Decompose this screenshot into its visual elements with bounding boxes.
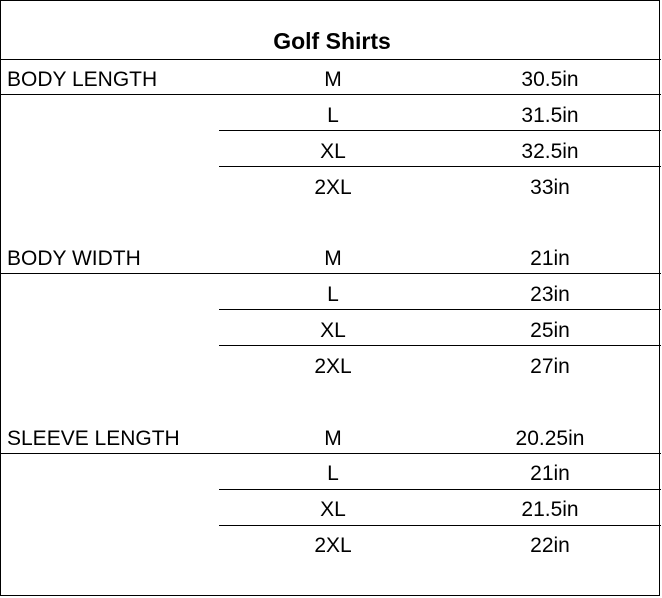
size-cell: L	[327, 283, 339, 306]
size-cell: XL	[320, 319, 346, 342]
size-cell: M	[324, 68, 342, 91]
measurement-cell: 33in	[530, 176, 570, 199]
measurement-cell: 32.5in	[521, 140, 579, 163]
measurement-cell: 22in	[530, 534, 570, 557]
row-divider	[1, 94, 661, 95]
row-divider	[219, 130, 661, 131]
section-label-body-length: BODY LENGTH	[7, 68, 158, 91]
measurement-cell: 21.5in	[521, 498, 579, 521]
section-label-body-width: BODY WIDTH	[7, 247, 141, 270]
measurement-cell: 21in	[530, 247, 570, 270]
measurement-cell: 25in	[530, 319, 570, 342]
row-divider	[219, 345, 661, 346]
chart-title: Golf Shirts	[273, 28, 391, 54]
row-divider	[219, 309, 661, 310]
measurement-cell: 27in	[530, 355, 570, 378]
title-divider	[1, 59, 661, 60]
size-cell: L	[327, 462, 339, 485]
measurement-cell: 31.5in	[521, 104, 579, 127]
row-divider	[219, 525, 661, 526]
row-divider	[219, 489, 661, 490]
row-divider	[1, 273, 661, 274]
row-divider	[1, 453, 661, 454]
measurement-cell: 20.25in	[515, 427, 585, 450]
size-cell: M	[324, 427, 342, 450]
row-divider	[219, 166, 661, 167]
size-cell: 2XL	[314, 176, 352, 199]
size-cell: M	[324, 247, 342, 270]
size-cell: XL	[320, 140, 346, 163]
measurement-cell: 30.5in	[521, 68, 579, 91]
measurement-cell: 21in	[530, 462, 570, 485]
size-cell: XL	[320, 498, 346, 521]
size-cell: L	[327, 104, 339, 127]
section-label-sleeve-length: SLEEVE LENGTH	[7, 427, 180, 450]
measurement-cell: 23in	[530, 283, 570, 306]
size-cell: 2XL	[314, 355, 352, 378]
size-cell: 2XL	[314, 534, 352, 557]
